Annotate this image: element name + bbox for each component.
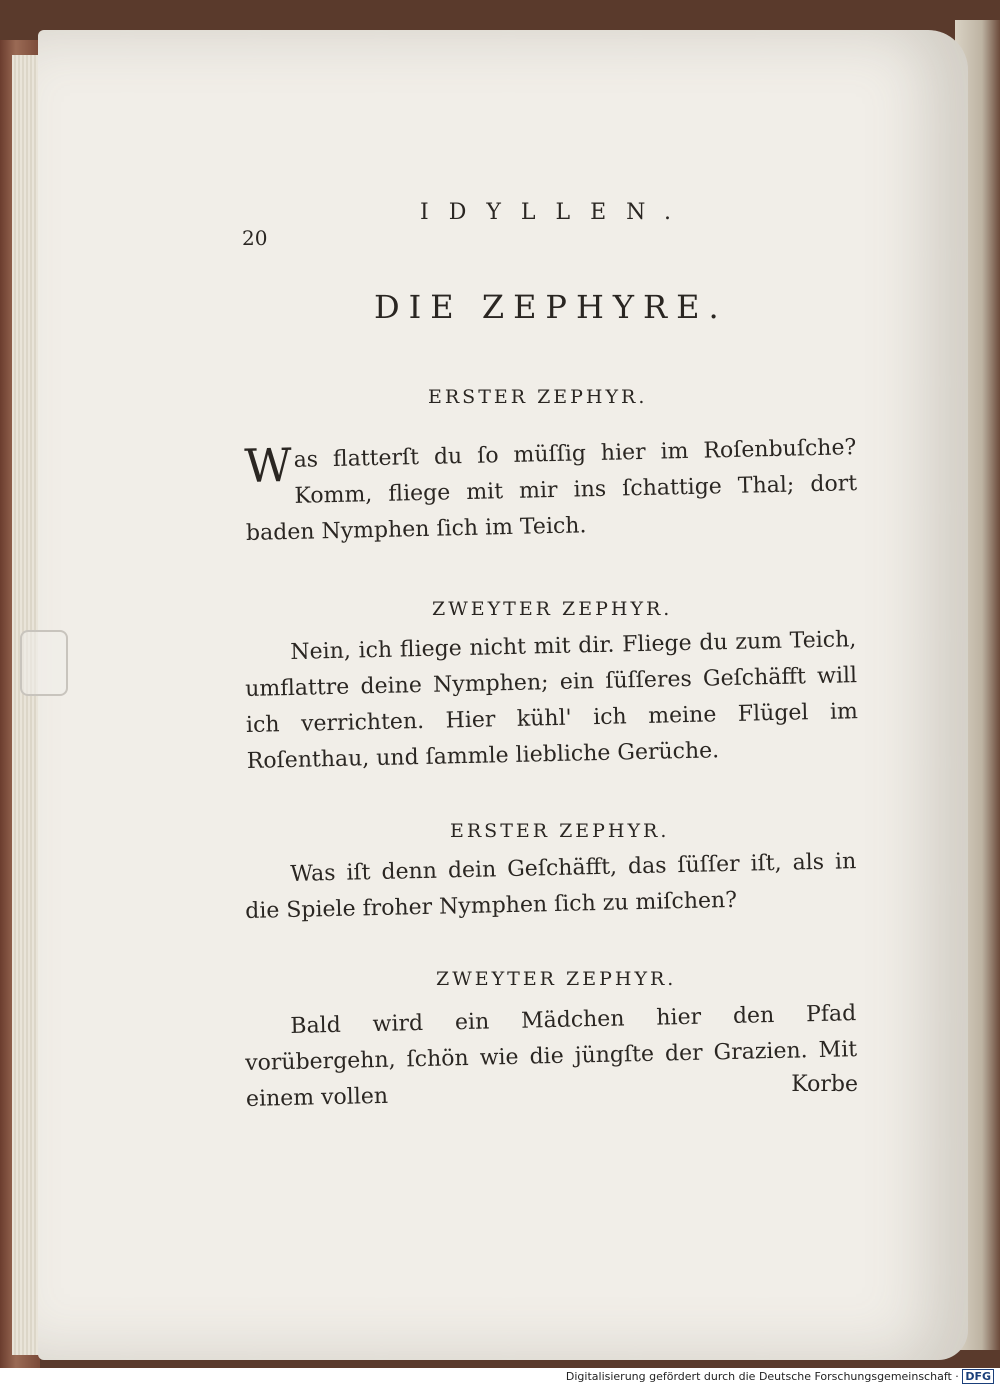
dialogue-paragraph [244,430,858,552]
footer-credit: Digitalisierung gefördert durch die Deutsche Forschungsgemeinschaft · [565,1370,959,1383]
speaker-heading: ZWEYTER ZEPHYR. [436,968,677,990]
speaker-heading: ERSTER ZEPHYR. [428,386,648,408]
catchword: Korbe [791,1072,858,1097]
drop-cap: W [243,437,293,493]
footer-credit-bar [0,1368,1000,1386]
speaker-heading: ERSTER ZEPHYR. [450,820,670,842]
dfg-logo: DFG [962,1369,994,1384]
page-title: DIE ZEPHYRE. [374,288,728,326]
running-head: IDYLLEN. [420,200,691,225]
dialogue-paragraph: Was iſt denn dein Geſchäfft, das ſüſſer iſt, als in die Spiele froher Nymphen ſich zu miſchen? [244,849,857,924]
dialogue-paragraph: Nein, ich fliege nicht mit dir. Fliege du zum Teich, umflattre deine Nymphen; ein ſüſſeres Geſchäfft will ich verrichten. Hier kühl' ich meine Flügel im Roſenthau, und ſammle liebliche Gerüche. [244,627,859,774]
dialogue-paragraph: Bald wird ein Mädchen hier den Pfad vorübergehn, ſchön wie die jüngſte der Grazien. Mit einem vollen [244,1001,858,1112]
speaker-heading: ZWEYTER ZEPHYR. [432,598,673,620]
page-number: 20 [242,226,268,250]
paragraph-text: as flatterſt du ſo müſſig hier im Roſenbuſche? Komm, fliege mit mir ins ſchattige Thal; dort baden Nymphen ſich im Teich. [245,435,858,546]
bookmark-tab [20,630,68,696]
